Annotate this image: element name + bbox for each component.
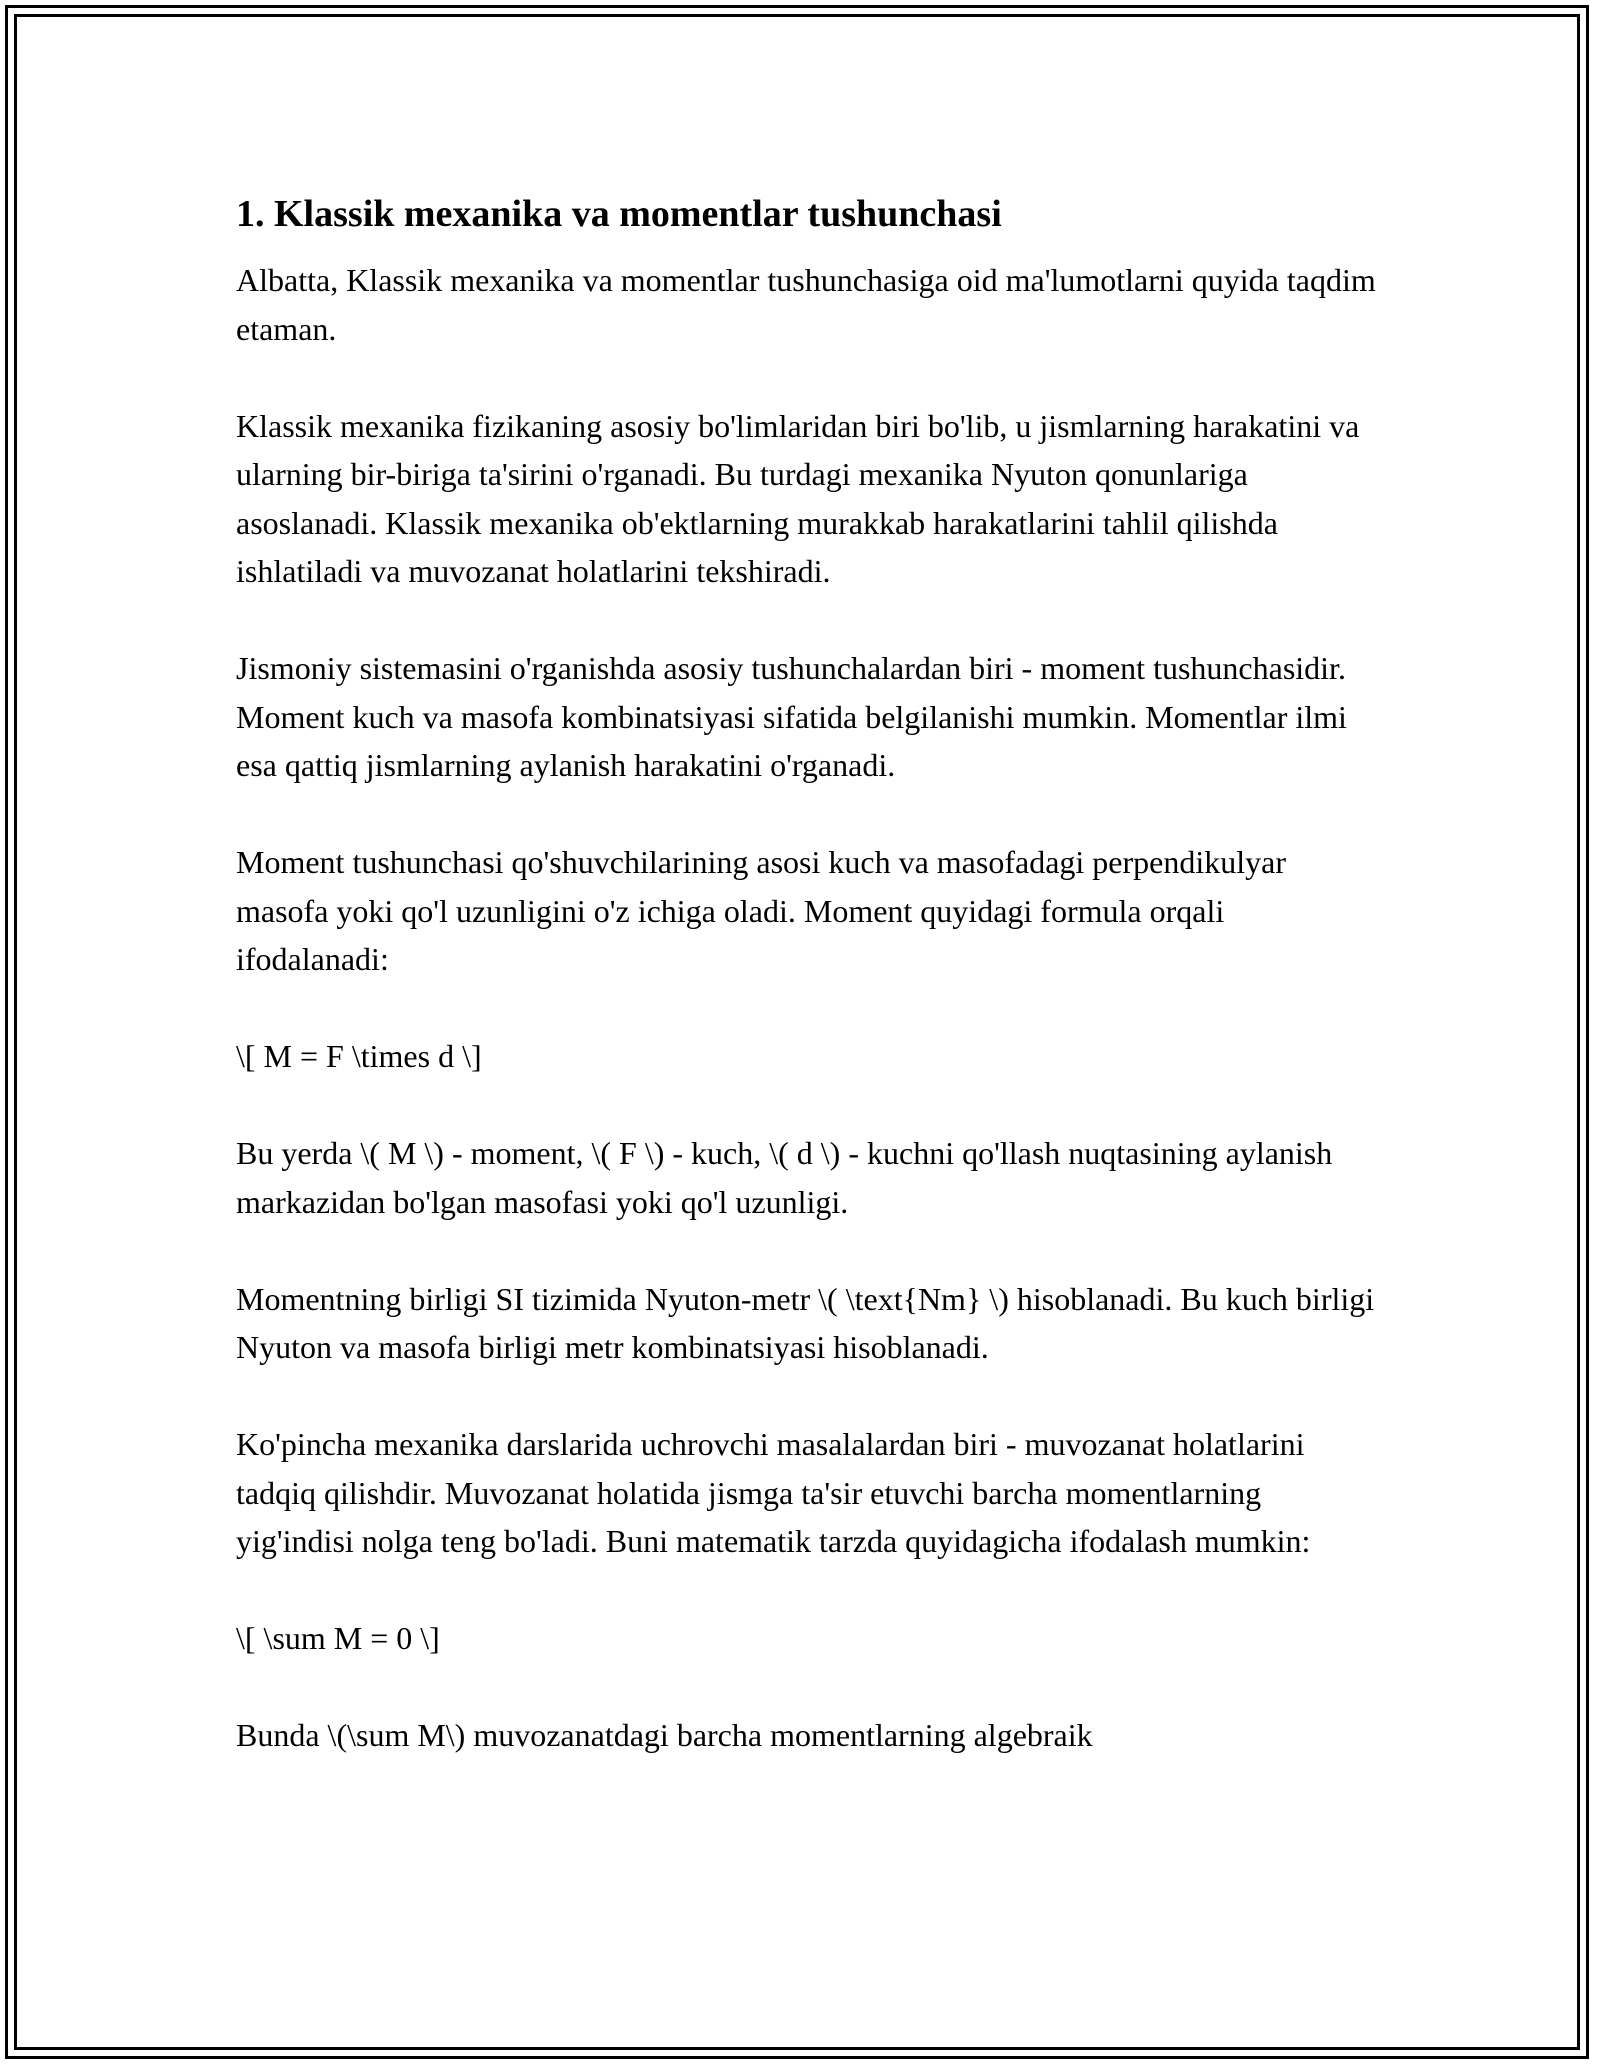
paragraph-si-unit: Momentning birligi SI tizimida Nyuton-metr \( \text{Nm} \) hisoblanadi. Bu kuch birligi Nyuton va masofa birligi metr kombinatsiyasi hisoblanadi. [236,1280,1375,1365]
document-body [236,186,1376,1808]
paragraph-classical-mechanics: Klassik mexanika fizikaning asosiy bo'limlaridan biri bo'lib, u jismlarning harakatini va ularning bir-biriga ta'sirini o'rganadi. Bu turdagi mexanika Nyuton qonunlariga asoslanadi. Klassik mexanika ob'ektlarning murakkab harakatlarini tahlil qilishda ishlatiladi va muvozanat holatlarini tekshiradi. [236,407,1360,589]
paragraph-equilibrium: Ko'pincha mexanika darslarida uchrovchi masalalardan biri - muvozanat holatlarini tadqiq qilishdir. Muvozanat holatida jismga ta'sir etuvchi barcha momentlarning yig'indisi nolga teng bo'ladi. Buni matematik tarzda quyidagicha ifodalash mumkin: [236,1426,1311,1559]
section-heading: 1. Klassik mexanika va momentlar tushunchasi [236,193,1002,235]
paragraph-moment-concept: Jismoniy sistemasini o'rganishda asosiy tushunchalardan biri - moment tushunchasidir. Moment kuch va masofa kombinatsiyasi sifatida belgilanishi mumkin. Momentlar ilmi esa qattiq jismlarning aylanish harakatini o'rganadi. [236,650,1347,783]
paragraph-sum-explanation: Bunda \(\sum M\) muvozanatdagi barcha momentlarning algebraik [236,1717,1093,1753]
formula-equilibrium: \[ \sum M = 0 \] [236,1620,440,1656]
paragraph-intro: Albatta, Klassik mexanika va momentlar tushunchasiga oid ma'lumotlarni quyida taqdim etaman. [236,262,1376,347]
paragraph-formula-explanation: Bu yerda \( M \) - moment, \( F \) - kuch, \( d \) - kuchni qo'llash nuqtasining aylanish markazidan bo'lgan masofasi yoki qo'l uzunligi. [236,1135,1333,1220]
formula-moment: \[ M = F \times d \] [236,1038,482,1074]
paragraph-moment-components: Moment tushunchasi qo'shuvchilarining asosi kuch va masofadagi perpendikulyar masofa yoki qo'l uzunligini o'z ichiga oladi. Moment quyidagi formula orqali ifodalanadi: [236,844,1286,977]
